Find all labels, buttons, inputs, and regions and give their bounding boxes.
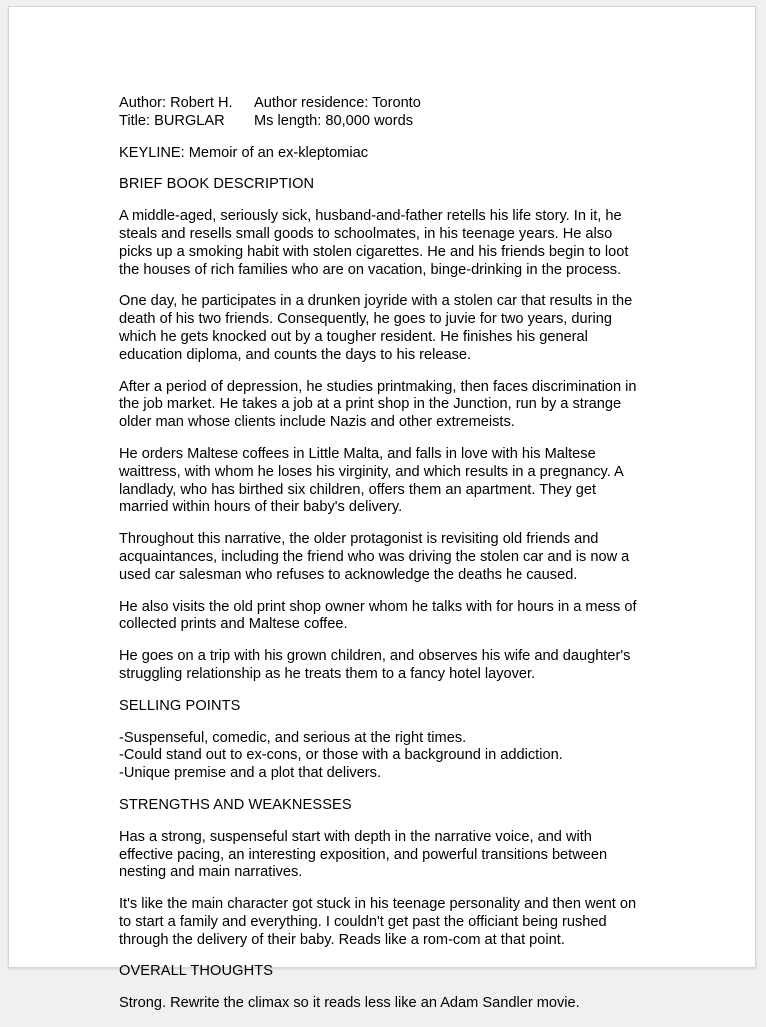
section-heading-overall-thoughts: OVERALL THOUGHTS [119, 963, 274, 980]
document-page [8, 6, 756, 1012]
document-body [119, 95, 649, 1027]
paragraph: One day, he participates in a drunken joyride with a stolen car that results in the death of his two friends. Consequently, he goes to juvie for two years, during which he gets knocked out by a tougher resident. He finishes his general education diploma, and counts the days to his release. [119, 293, 633, 363]
paragraph: It's like the main character got stuck in his teenage personality and then went on to start a family and everything. I couldn't get past the officiant being rushed through the delivery of their baby. Reads like a rom-com at that point. [119, 896, 637, 948]
title-label: Title: BURGLAR [119, 112, 225, 129]
section-heading-selling-points: SELLING POINTS [119, 697, 241, 714]
list-item: -Could stand out to ex-cons, or those with a background in addiction. [119, 747, 563, 764]
metadata-row-title [119, 113, 649, 131]
paragraph: He goes on a trip with his grown children, and observes his wife and daughter's struggling relationship as he treats them to a fancy hotel layover. [119, 648, 631, 682]
author-label: Author: Robert H. [119, 95, 233, 111]
paragraph: He orders Maltese coffees in Little Malta, and falls in love with his Maltese waittress, with whom he loses his virginity, and which results in a pregnancy. A landlady, who has birthed six children, offers them an apartment. They get married within hours of their baby's delivery. [119, 445, 623, 516]
paragraph: A middle-aged, seriously sick, husband-and-father retells his life story. In it, he steals and resells small goods to schoolmates, in his teenage years. He also picks up a smoking habit with stolen cigarettes. He and his friends begin to loot the houses of rich families who are on vacation, binge-drinking in the process. [119, 208, 629, 278]
list-item: -Suspenseful, comedic, and serious at the right times. [119, 729, 467, 746]
selling-points-list [119, 730, 649, 783]
metadata-row-author [119, 95, 649, 113]
manuscript-metadata [119, 95, 649, 131]
list-item: -Unique premise and a plot that delivers. [119, 765, 382, 782]
section-heading-brief-book-description: BRIEF BOOK DESCRIPTION [119, 176, 315, 193]
paragraph: After a period of depression, he studies printmaking, then faces discrimination in the job market. He takes a job at a print shop in the Junction, run by a strange older man whose clients include Nazis and other extremeists. [119, 378, 637, 431]
author-residence-label: Author residence: Toronto [254, 95, 421, 111]
section-heading-strengths-and-weaknesses: STRENGTHS AND WEAKNESSES [119, 796, 352, 813]
paragraph: Strong. Rewrite the climax so it reads less like an Adam Sandler movie. [119, 995, 580, 1012]
paragraph: Has a strong, suspenseful start with depth in the narrative voice, and with effective pacing, an interesting exposition, and powerful transitions between nesting and main narratives. [119, 828, 608, 881]
paragraph: He also visits the old print shop owner whom he talks with for hours in a mess of collected prints and Maltese coffee. [119, 598, 637, 633]
paragraph: Throughout this narrative, the older protagonist is revisiting old friends and acquaintances, including the friend who was driving the stolen car and is now a used car salesman who refuses to acknowledge the deaths he caused. [119, 531, 630, 583]
keyline: KEYLINE: Memoir of an ex-kleptomiac [119, 144, 368, 161]
ms-length-label: Ms length: 80,000 words [254, 112, 413, 129]
